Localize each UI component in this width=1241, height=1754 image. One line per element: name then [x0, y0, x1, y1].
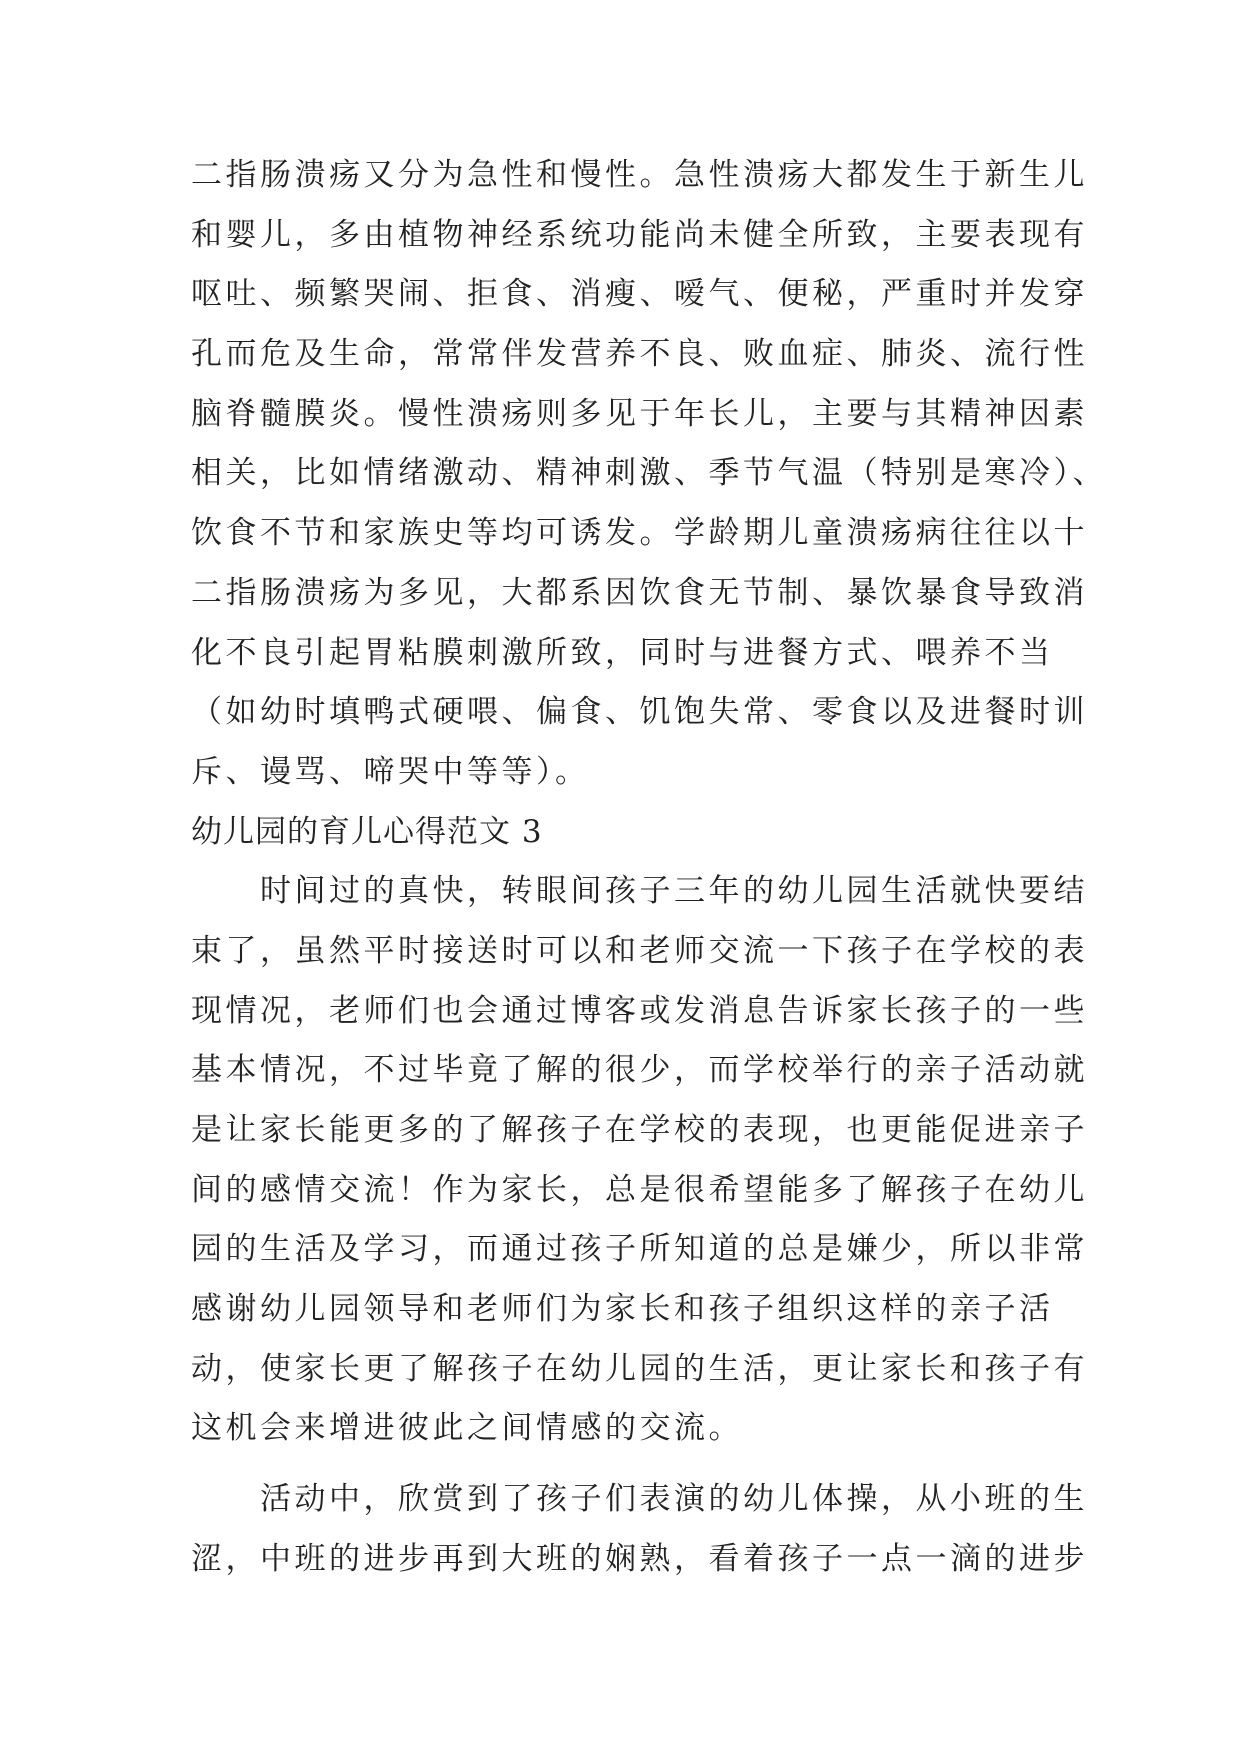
text-line: 动，使家长更了解孩子在幼儿园的生活，更让家长和孩子有 [191, 1350, 1088, 1387]
text-line: 化不良引起胃粘膜刺激所致，同时与进餐方式、喂养不当 [191, 634, 1054, 671]
text-line: 相关，比如情绪激动、精神刺激、季节气温（特别是寒冷）、 [191, 455, 1107, 492]
text-line: 二指肠溃疡又分为急性和慢性。急性溃疡大都发生于新生儿 [191, 157, 1088, 193]
section-heading: 幼儿园的育儿心得范文 3 [191, 813, 543, 850]
text-line: 这机会来增进彼此之间情感的交流。 [191, 1410, 743, 1447]
text-line: 活动中，欣赏到了孩子们表演的幼儿体操，从小班的生 [191, 1481, 1088, 1518]
text-line: 间的感情交流！作为家长，总是很希望能多了解孩子在幼儿 [191, 1171, 1088, 1208]
text-line: 现情况，老师们也会通过博客或发消息告诉家长孩子的一些 [191, 992, 1088, 1029]
text-line: 是让家长能更多的了解孩子在学校的表现，也更能促进亲子 [191, 1112, 1088, 1148]
text-line: 感谢幼儿园领导和老师们为家长和孩子组织这样的亲子活 [191, 1291, 1054, 1328]
text-line: 孔而危及生命，常常伴发营养不良、败血症、肺炎、流行性 [191, 336, 1088, 373]
text-line: 园的生活及学习，而通过孩子所知道的总是嫌少，所以非常 [191, 1231, 1088, 1268]
text-line: 涩，中班的进步再到大班的娴熟，看着孩子一点一滴的进步 [191, 1540, 1088, 1577]
text-line: 束了，虽然平时接送时可以和老师交流一下孩子在学校的表 [191, 932, 1088, 969]
text-line: 和婴儿，多由植物神经系统功能尚未健全所致，主要表现有 [191, 216, 1088, 253]
text-line: （如幼时填鸭式硬喂、偏食、饥饱失常、零食以及进餐时训 [191, 694, 1088, 731]
text-line: 二指肠溃疡为多见，大都系因饮食无节制、暴饮暴食导致消 [191, 574, 1088, 611]
text-line: 斥、谩骂、啼哭中等等）。 [191, 753, 590, 790]
text-line: 时间过的真快，转眼间孩子三年的幼儿园生活就快要结 [191, 873, 1088, 910]
text-line: 饮食不节和家族史等均可诱发。学龄期儿童溃疡病往往以十 [191, 515, 1088, 552]
document-body [191, 146, 1107, 1590]
text-line: 基本情况，不过毕竟了解的很少，而学校举行的亲子活动就 [191, 1052, 1088, 1089]
text-line: 呕吐、频繁哭闹、拒食、消瘦、嗳气、便秘，严重时并发穿 [191, 276, 1088, 313]
text-line: 脑脊髓膜炎。慢性溃疡则多见于年长儿，主要与其精神因素 [191, 395, 1088, 432]
